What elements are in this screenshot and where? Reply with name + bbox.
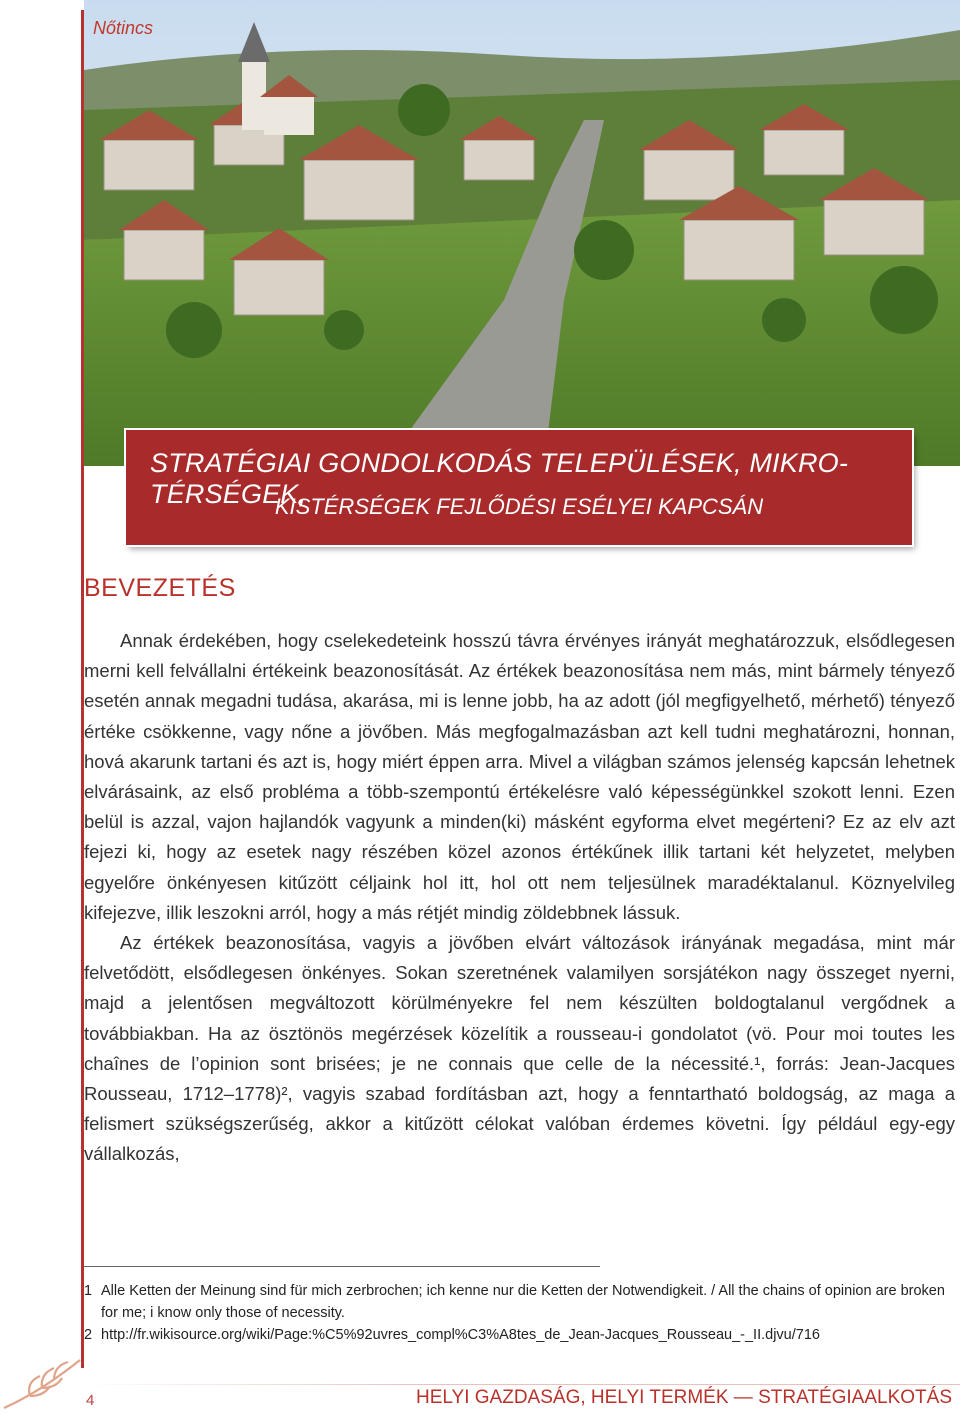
footnote-link[interactable]: http://fr.wikisource.org/wiki/Page:%C5%92uvres_compl%C3%A8tes_de_Jean-Jacques_Rousseau_-_II.djvu/716: [101, 1327, 820, 1343]
wheat-logo-icon: [0, 1352, 84, 1412]
footnote-1: [84, 1280, 960, 1324]
paragraph-2: Az értékek beazonosítása, vagyis a jövőben elvárt változások irányának megadása, mint már felvetődött, elsődlegesen önkényes. Sokan szeretnének valamilyen sorsjátékon nagy összeget nyerni, majd a jelentősen megváltozott körülményekre fel nem készülten boldogtalanul vergődnek a továbbiakban. Ha az ösztönös megérzések közelítik a rousseau-i gondolatot (vö. Pour moi toutes les chaînes de l’opinion sont brisées; je ne connais que celle de la nécessité.¹, forrás: Jean-Jacques Rousseau, 1712–1778)², vagyis szabad fordításban azt, hogy a fenntartható boldogság, az maga a felismert szükségszerűség, akkor a kitűzött célokat valóban érdemes követni. Így például egy-egy vállalkozás,: [84, 932, 955, 1165]
footnote-2: [84, 1324, 960, 1346]
footnote-number: 2: [84, 1327, 93, 1343]
running-head: Nőtincs: [93, 18, 154, 38]
footer-title: HELYI GAZDASÁG, HELYI TERMÉK — STRATÉGIAALKOTÁS: [416, 1387, 952, 1408]
page-number: 4: [86, 1392, 95, 1409]
article-title-box: [126, 430, 912, 545]
article-title-line-2: KISTÉRSÉGEK FEJLŐDÉSI ESÉLYEI KAPCSÁN: [274, 494, 764, 519]
village-photo: [84, 0, 960, 466]
article-title-line-1: STRATÉGIAI GONDOLKODÁS TELEPÜLÉSEK, MIKRO-TÉRSÉGEK,: [150, 448, 849, 509]
footnote-number: 1: [84, 1283, 93, 1299]
paragraph-1: Annak érdekében, hogy cselekedeteink hosszú távra érvényes irányát meghatározzuk, elsődlegesen merni kell felvállalni értékeink beazonosítását. Az értékek beazonosítása nem más, mint bármely tényező esetén annak megadni tudása, akarása, mi is lenne jobb, ha az adott (jól megfigyelhető, mérhető) tényező értéke csökkenne, vagy nőne a jövőben. Más megfogalmazásban azt kell tudni meghatározni, honnan, hová akarunk tartani és azt is, hogy miért éppen arra. Mivel a világban számos jelenség kapcsán lehetnek elvárásaink, az első probléma a több-szempontú értékelésre való képességünkkel szokott lenni. Ezen belül is azzal, vajon hajlandók vagyunk a minden(ki) másként egyforma elvet megérteni? Ez az elv azt fejezi ki, hogy az esetek nagy részében közel azonos értékűnek illik tartani két helyzetet, melyben egyelőre önkényesen kitűzött céljaink hol itt, hol ott nem teljesülnek maradéktalanul. Köznyelvileg kifejezve, illik leszokni arról, hogy a más rétjét mindig zöldebbnek lássuk.: [84, 630, 955, 923]
section-heading: BEVEZETÉS: [84, 574, 236, 602]
village-photo-illustration: [84, 0, 960, 466]
body-text: [84, 626, 955, 1170]
footnote-separator: [84, 1266, 600, 1267]
footnote-text: Alle Ketten der Meinung sind für mich zerbrochen; ich kenne nur die Ketten der Notwendigkeit. / All the chains of opinion are broken for me; i know only those of necessity.: [101, 1283, 945, 1321]
footer-rule: [84, 1384, 960, 1385]
footnotes: [84, 1280, 960, 1346]
